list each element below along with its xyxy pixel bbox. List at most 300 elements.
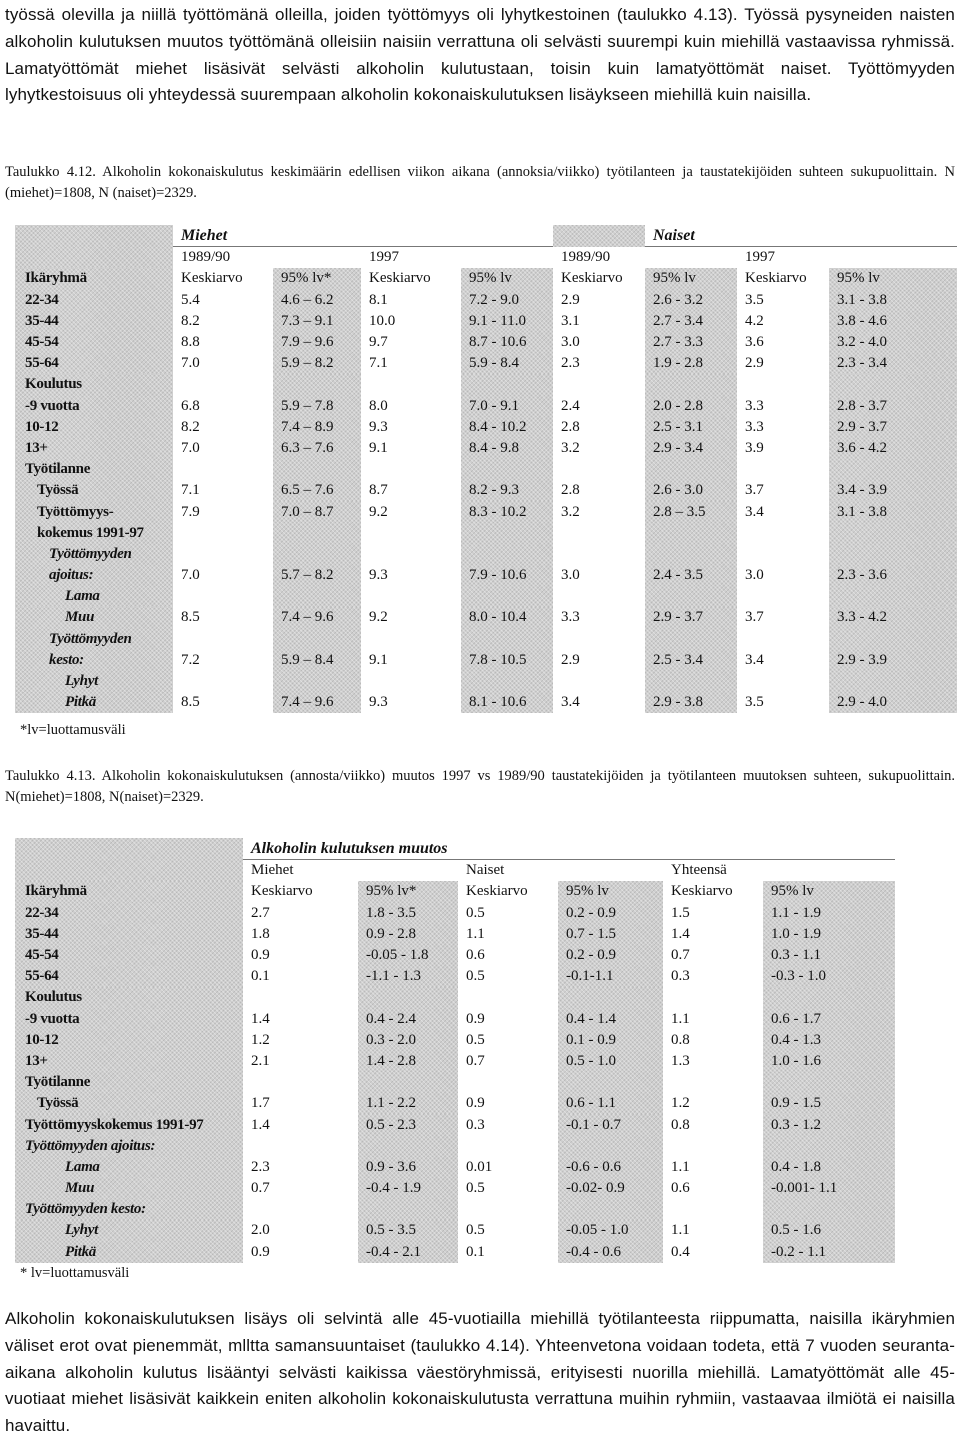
table-row [15,290,957,311]
ci-cell: 0.7 - 1.5 [558,924,663,945]
ci-cell: 7.2 - 9.0 [461,290,553,311]
mean-cell: 3.6 [737,332,829,353]
mean-cell: 8.8 [173,332,273,353]
ci-cell [461,586,553,607]
table-row [15,924,895,945]
ci-cell: 0.9 - 2.8 [358,924,458,945]
mean-cell: 1.3 [663,1051,763,1072]
t413-footnote: * lv=luottamusväli [20,1265,130,1281]
ci-cell: 0.3 - 2.0 [358,1030,458,1051]
mean-cell: 9.3 [361,417,461,438]
row-label: Työtilanne [15,459,173,480]
mean-cell: 3.0 [553,565,645,586]
mean-cell: 3.4 [737,650,829,671]
mean-cell [737,586,829,607]
ci-cell: 6.5 – 7.6 [273,480,361,501]
ci-cell: 1.0 - 1.6 [763,1051,895,1072]
row-label: Lyhyt [15,671,173,692]
row-label: 22-34 [15,290,173,311]
table-row [15,987,895,1008]
ci-cell [645,544,737,565]
ci-cell: 7.4 – 9.6 [273,692,361,713]
row-label: Työttömyyden [15,544,173,565]
ci-cell: 2.5 - 3.4 [645,650,737,671]
table-row [15,586,957,607]
ci-cell [273,671,361,692]
mean-cell: 1.5 [663,903,763,924]
ci-cell: -0.2 - 1.1 [763,1242,895,1263]
table-row [15,374,957,395]
table-row [15,459,957,480]
mean-cell [361,374,461,395]
mean-cell [361,459,461,480]
mean-cell: 4.2 [737,311,829,332]
ci-cell: 8.0 - 10.4 [461,607,553,628]
t412-corner [15,225,173,247]
mean-cell [173,544,273,565]
mean-cell: 3.2 [553,501,645,522]
mean-cell: 1.4 [663,924,763,945]
t413-col-ci: 95% lv* [358,881,458,902]
ci-cell: 0.9 - 3.6 [358,1157,458,1178]
table-row [15,1157,895,1178]
mean-cell: 8.1 [361,290,461,311]
row-label: Työttömyyden kesto: [15,1199,243,1220]
row-label: 45-54 [15,332,173,353]
mean-cell: 3.5 [737,692,829,713]
row-label: Työtilanne [15,1072,243,1093]
ci-cell: 0.3 - 1.2 [763,1114,895,1135]
ci-cell: 0.4 - 1.8 [763,1157,895,1178]
ci-cell: 7.9 - 10.6 [461,565,553,586]
row-label: 22-34 [15,903,243,924]
row-label: Koulutus [15,987,243,1008]
mean-cell: 0.8 [663,1114,763,1135]
row-label: Työssä [15,1093,243,1114]
mean-cell: 7.2 [173,650,273,671]
table-row [15,1072,895,1093]
ci-cell: 2.3 - 3.6 [829,565,957,586]
mean-cell: 0.6 [458,945,558,966]
table-row [15,332,957,353]
mean-cell: 0.5 [458,1178,558,1199]
ci-cell: 1.0 - 1.9 [763,924,895,945]
ci-cell [829,671,957,692]
t412-group-men: Miehet [173,225,553,247]
table-412 [15,225,957,713]
t412-col-ci: 95% lv* [273,268,361,289]
ci-cell: 2.9 - 3.7 [645,607,737,628]
table-row [15,903,895,924]
mean-cell [458,987,558,1008]
ci-cell: -0.6 - 0.6 [558,1157,663,1178]
t412-row-label-header: Ikäryhmä [15,268,173,289]
mean-cell: 9.2 [361,501,461,522]
mean-cell: 0.5 [458,1030,558,1051]
mean-cell [173,586,273,607]
t413-col-ci: 95% lv [763,881,895,902]
ci-cell [645,586,737,607]
row-label: Työssä [15,480,173,501]
mean-cell: 2.4 [553,396,645,417]
ci-cell: 0.2 - 0.9 [558,945,663,966]
ci-cell: 8.1 - 10.6 [461,692,553,713]
mean-cell [173,459,273,480]
ci-cell [461,374,553,395]
mean-cell [458,1199,558,1220]
mean-cell: 0.6 [663,1178,763,1199]
ci-cell: 2.9 - 3.8 [645,692,737,713]
ci-cell [558,1072,663,1093]
t412-corner-2 [15,247,173,269]
row-label: Pitkä [15,692,173,713]
mean-cell [361,671,461,692]
ci-cell: 1.4 - 2.8 [358,1051,458,1072]
ci-cell: 2.0 - 2.8 [645,396,737,417]
t412-col-ci: 95% lv [829,268,957,289]
mean-cell: 0.9 [458,1093,558,1114]
ci-cell [358,1072,458,1093]
mean-cell: 0.9 [243,1242,358,1263]
mean-cell: 0.5 [458,966,558,987]
ci-cell: 3.4 - 3.9 [829,480,957,501]
mean-cell: 8.2 [173,311,273,332]
mean-cell: 8.7 [361,480,461,501]
ci-cell: 2.7 - 3.4 [645,311,737,332]
ci-cell: 3.1 - 3.8 [829,290,957,311]
ci-cell [645,629,737,650]
row-label: 55-64 [15,353,173,374]
table-row [15,396,957,417]
mean-cell [737,459,829,480]
mean-cell: 0.01 [458,1157,558,1178]
ci-cell: 0.5 - 2.3 [358,1114,458,1135]
table-row [15,1009,895,1030]
mean-cell: 2.8 [553,480,645,501]
t412-year-a-men: 1989/90 [173,247,361,269]
ci-cell: 7.0 – 8.7 [273,501,361,522]
row-label: Työttömyyden ajoitus: [15,1136,243,1157]
ci-cell: 7.0 - 9.1 [461,396,553,417]
row-label: Muu [15,1178,243,1199]
mean-cell [663,1072,763,1093]
t412-footnote: *lv=luottamusväli [20,722,126,738]
mean-cell: 8.2 [173,417,273,438]
ci-cell: 2.9 - 3.9 [829,650,957,671]
t413-group-men: Miehet [243,860,458,882]
mean-cell: 2.9 [553,290,645,311]
table-412-caption: Taulukko 4.12. Alkoholin kokonaiskulutus keskimäärin edellisen viikon aikana (annoksia/viikko) työtilanteen ja taustatekijöiden suhteen sukupuolittain. N (miehet)=1808, N (naiset)=2329. [5,164,955,201]
mean-cell [553,374,645,395]
row-label: Työttömyyskokemus 1991-97 [15,1114,243,1135]
ci-cell [461,629,553,650]
mean-cell: 10.0 [361,311,461,332]
mean-cell [173,374,273,395]
mean-cell: 2.0 [243,1220,358,1241]
row-label: Muu [15,607,173,628]
row-label: kesto: [15,650,173,671]
mean-cell: 7.9 [173,501,273,522]
table-row [15,501,957,522]
mean-cell: 0.4 [663,1242,763,1263]
ci-cell: 8.3 - 10.2 [461,501,553,522]
ci-cell [273,459,361,480]
mean-cell: 9.7 [361,332,461,353]
table-row [15,692,957,713]
ci-cell: 7.8 - 10.5 [461,650,553,671]
mean-cell: 3.9 [737,438,829,459]
mean-cell [361,544,461,565]
mean-cell [173,671,273,692]
ci-cell: 8.4 - 9.8 [461,438,553,459]
mean-cell: 7.1 [173,480,273,501]
mean-cell: 0.3 [663,966,763,987]
mean-cell: 3.7 [737,480,829,501]
ci-cell [358,1199,458,1220]
ci-cell: -0.1-1.1 [558,966,663,987]
row-label: 10-12 [15,417,173,438]
mean-cell: 2.7 [243,903,358,924]
ci-cell: 1.8 - 3.5 [358,903,458,924]
mean-cell: 0.7 [663,945,763,966]
mean-cell [361,586,461,607]
mean-cell [553,523,645,544]
mean-cell: 7.0 [173,438,273,459]
mean-cell: 7.1 [361,353,461,374]
ci-cell: 5.9 - 8.4 [461,353,553,374]
t412-col-mean: Keskiarvo [553,268,645,289]
mean-cell [553,671,645,692]
ci-cell [763,987,895,1008]
ci-cell [763,1199,895,1220]
mean-cell: 0.9 [458,1009,558,1030]
t412-col-mean: Keskiarvo [361,268,461,289]
mean-cell: 1.1 [663,1220,763,1241]
row-label: 13+ [15,1051,243,1072]
mean-cell: 5.4 [173,290,273,311]
ci-cell: 3.2 - 4.0 [829,332,957,353]
t413-corner-2 [15,860,243,882]
ci-cell: 6.3 – 7.6 [273,438,361,459]
ci-cell: 3.1 - 3.8 [829,501,957,522]
ci-cell: 8.2 - 9.3 [461,480,553,501]
ci-cell: -0.02- 0.9 [558,1178,663,1199]
table-row [15,311,957,332]
ci-cell [829,586,957,607]
ci-cell: 8.7 - 10.6 [461,332,553,353]
table-row [15,966,895,987]
ci-cell: 1.1 - 2.2 [358,1093,458,1114]
ci-cell: 0.3 - 1.1 [763,945,895,966]
ci-cell: -0.05 - 1.0 [558,1220,663,1241]
mean-cell [243,1072,358,1093]
table-413 [15,838,895,1263]
ci-cell: -0.1 - 0.7 [558,1114,663,1135]
mean-cell: 0.5 [458,1220,558,1241]
ci-cell [558,1136,663,1157]
table-row [15,353,957,374]
ci-cell: -0.4 - 1.9 [358,1178,458,1199]
mean-cell: 0.7 [243,1178,358,1199]
row-label: Työttömyys- [15,501,173,522]
row-label: kokemus 1991-97 [15,523,173,544]
mean-cell: 8.5 [173,692,273,713]
ci-cell [461,459,553,480]
mean-cell [361,523,461,544]
ci-cell [461,544,553,565]
mean-cell: 7.0 [173,565,273,586]
mean-cell: 8.0 [361,396,461,417]
mean-cell [553,544,645,565]
ci-cell: 2.5 - 3.1 [645,417,737,438]
row-label: Pitkä [15,1242,243,1263]
ci-cell [645,671,737,692]
table-row [15,480,957,501]
row-label: Koulutus [15,374,173,395]
mean-cell: 0.1 [243,966,358,987]
ci-cell: 0.6 - 1.1 [558,1093,663,1114]
mean-cell: 2.3 [243,1157,358,1178]
table-row [15,1051,895,1072]
row-label: -9 vuotta [15,1009,243,1030]
mean-cell [663,1199,763,1220]
table-row [15,417,957,438]
t413-col-mean: Keskiarvo [243,881,358,902]
table-row [15,629,957,650]
mean-cell: 1.4 [243,1114,358,1135]
ci-cell [829,629,957,650]
ci-cell: 7.3 – 9.1 [273,311,361,332]
mean-cell [663,987,763,1008]
ci-cell [645,374,737,395]
row-label: Lyhyt [15,1220,243,1241]
mean-cell [737,629,829,650]
mean-cell: 7.0 [173,353,273,374]
ci-cell: 1.1 - 1.9 [763,903,895,924]
mean-cell: 3.7 [737,607,829,628]
table-row [15,523,957,544]
ci-cell [645,459,737,480]
mean-cell [361,629,461,650]
mean-cell: 1.1 [663,1009,763,1030]
mean-cell [737,374,829,395]
ci-cell [273,629,361,650]
mean-cell: 2.9 [553,650,645,671]
t412-col-ci: 95% lv [645,268,737,289]
mean-cell: 3.3 [737,417,829,438]
mean-cell: 3.0 [737,565,829,586]
row-label: 55-64 [15,966,243,987]
mean-cell: 3.2 [553,438,645,459]
mean-cell: 1.4 [243,1009,358,1030]
ci-cell [461,523,553,544]
ci-cell [358,987,458,1008]
t412-group-gap [553,225,645,247]
ci-cell: -0.05 - 1.8 [358,945,458,966]
mean-cell: 0.8 [663,1030,763,1051]
mean-cell: 2.3 [553,353,645,374]
ci-cell: 2.9 - 4.0 [829,692,957,713]
ci-cell [273,523,361,544]
ci-cell: 7.9 – 9.6 [273,332,361,353]
mean-cell: 0.3 [458,1114,558,1135]
ci-cell: 5.9 – 7.8 [273,396,361,417]
ci-cell [558,1199,663,1220]
table-row [15,1178,895,1199]
mean-cell: 1.8 [243,924,358,945]
mean-cell: 3.1 [553,311,645,332]
ci-cell: 2.6 - 3.0 [645,480,737,501]
ci-cell [829,544,957,565]
ci-cell [763,1136,895,1157]
ci-cell [358,1136,458,1157]
ci-cell: 3.3 - 4.2 [829,607,957,628]
mean-cell [553,459,645,480]
row-label: 45-54 [15,945,243,966]
mean-cell: 0.7 [458,1051,558,1072]
ci-cell: 2.8 - 3.7 [829,396,957,417]
ci-cell: 2.8 – 3.5 [645,501,737,522]
ci-cell: 2.3 - 3.4 [829,353,957,374]
ci-cell: 0.5 - 1.6 [763,1220,895,1241]
t412-year-a-women: 1989/90 [553,247,737,269]
ci-cell [273,586,361,607]
mean-cell: 9.3 [361,692,461,713]
table-row [15,1199,895,1220]
closing-paragraph: Alkoholin kokonaiskulutuksen lisäys oli selvintä alle 45-vuotiailla miehillä työtilanteesta riippumatta, naisilla ikäryhmien väliset erot ovat pienemmät, mlltta samansuuntaiset (taulukko 4.14). Yhteenvetona voidaan todeta, että 7 vuoden seuranta-aikana alkoholin kulutus lisääntyi selvästi kaikissa väestöryhmissä, erityisesti nuorilla miehillä. Lamatyöttömät alle 45-vuotiaat miehet lisäsivät kaikkein eniten alkoholin kokonaiskulutusta verrattuna muihin ryhmiin, vastaavaa ilmiötä ei naisilla havaittu. [5,1309,955,1436]
mean-cell: 9.3 [361,565,461,586]
table-row [15,438,957,459]
mean-cell: 6.8 [173,396,273,417]
mean-cell: 2.1 [243,1051,358,1072]
ci-cell: 0.4 - 2.4 [358,1009,458,1030]
mean-cell: 3.0 [553,332,645,353]
row-label: 10-12 [15,1030,243,1051]
ci-cell: -0.001- 1.1 [763,1178,895,1199]
ci-cell: 1.9 - 2.8 [645,353,737,374]
row-label: 13+ [15,438,173,459]
row-label: Lama [15,586,173,607]
mean-cell: 3.3 [553,607,645,628]
mean-cell: 0.1 [458,1242,558,1263]
ci-cell: 7.4 – 8.9 [273,417,361,438]
table-413-caption: Taulukko 4.13. Alkoholin kokonaiskulutuksen (annosta/viikko) muutos 1997 vs 1989/90 taustatekijöiden ja työtilanteen muutoksen suhteen, sukupuolittain. N(miehet)=1808, N(naiset)=2329. [5,768,955,805]
mean-cell: 1.7 [243,1093,358,1114]
mean-cell: 3.3 [737,396,829,417]
mean-cell [553,629,645,650]
mean-cell: 3.4 [553,692,645,713]
ci-cell [763,1072,895,1093]
row-label: 35-44 [15,311,173,332]
ci-cell [829,459,957,480]
ci-cell: -0.4 - 0.6 [558,1242,663,1263]
ci-cell: 4.6 – 6.2 [273,290,361,311]
t412-year-b-women: 1997 [737,247,957,269]
mean-cell [243,987,358,1008]
ci-cell: 0.5 - 3.5 [358,1220,458,1241]
mean-cell [243,1199,358,1220]
mean-cell [173,629,273,650]
table-row [15,1114,895,1135]
table-row [15,1242,895,1263]
intro-paragraph: työssä olevilla ja niillä työttömänä olleilla, joiden työttömyys oli lyhytkestoinen (taulukko 4.13). Työssä pysyneiden naisten alkoholin kulutuksen muutos työttömänä olleisiin naisiin verrattuna oli selvästi suurempi kuin miehillä vastaavissa ryhmissä. Lamatyöttömät miehet lisäsivät selvästi alkoholin kulutustaan, toisin kuin lamatyöttömät naiset. Työttömyyden lyhytkestoisuus oli yhteydessä suurempaan alkoholin kokonaiskulutuksen lisäykseen miehillä kuin naisilla. [5,5,955,105]
mean-cell [173,523,273,544]
table-row [15,1220,895,1241]
ci-cell: 2.9 - 3.4 [645,438,737,459]
table-row [15,1030,895,1051]
mean-cell [553,586,645,607]
row-label: Lama [15,1157,243,1178]
